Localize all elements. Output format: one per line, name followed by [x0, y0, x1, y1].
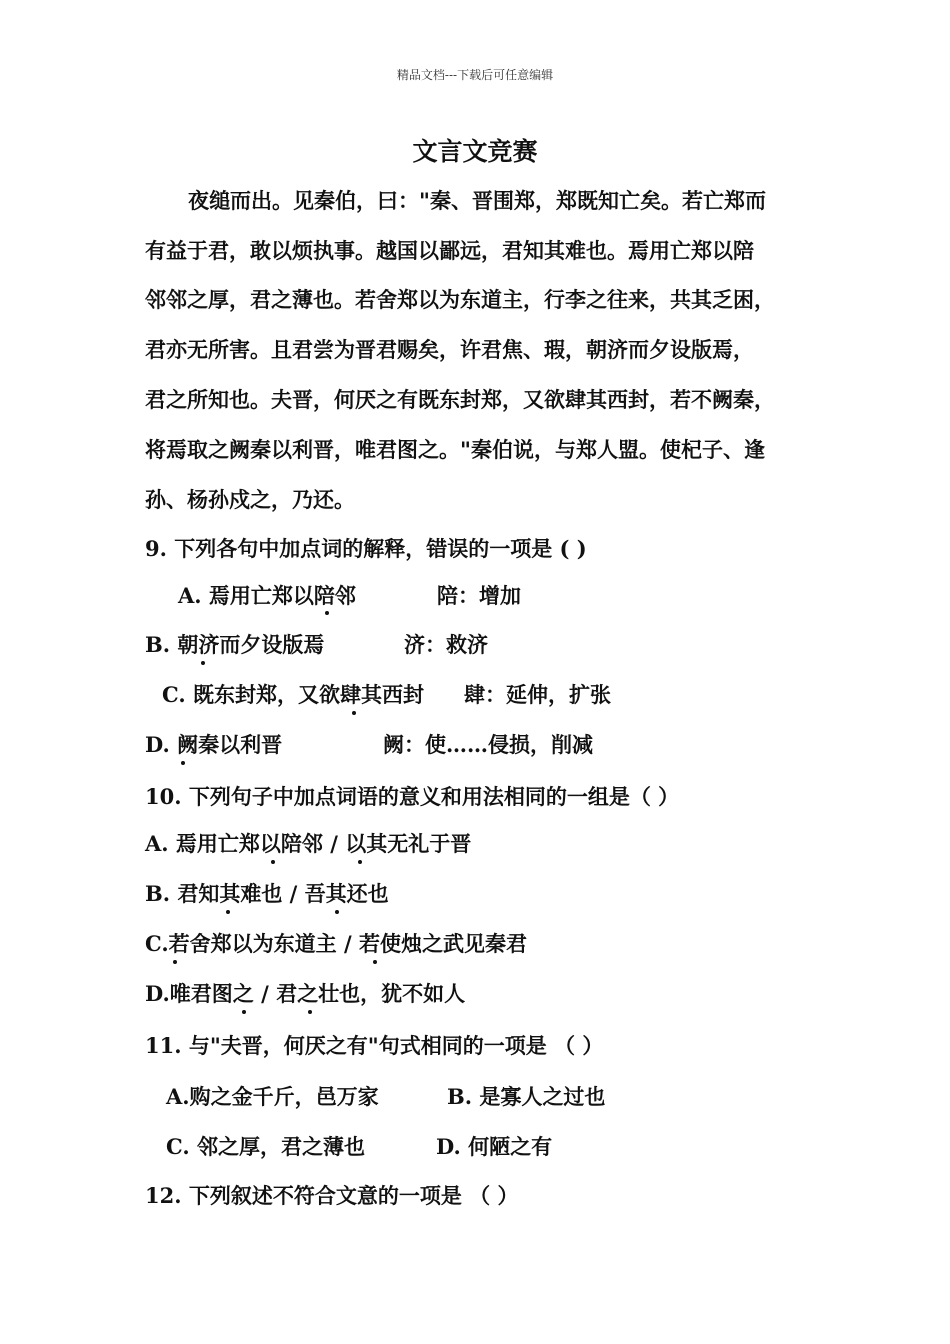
emphasis-dot	[352, 711, 356, 715]
passage-line-6: 将焉取之阙秦以利晋，唯君图之。"秦伯说，与郑人盟。使杞子、逢	[145, 437, 765, 462]
emphasis-dot	[271, 860, 275, 864]
question-11-stem: 11. 与"夫晋，何厌之有"句式相同的一项是 （ ）	[145, 1033, 604, 1058]
q10-option-c: C.若舍郑以为东道主 / 若使烛之武见秦君	[145, 931, 527, 956]
q9-option-c-gloss: 肆：延伸，扩张	[464, 682, 611, 707]
passage-line-5: 君之所知也。夫晋，何厌之有既东封郑，又欲肆其西封，若不阙秦，	[145, 387, 775, 412]
q11-option-d: D. 何陋之有	[436, 1134, 553, 1159]
passage-line-1: 夜缒而出。见秦伯，曰："秦、晋围郑，郑既知亡矣。若亡郑而	[188, 188, 766, 213]
q11-option-b: B. 是寡人之过也	[447, 1084, 606, 1109]
passage-line-7: 孙、杨孙戍之，乃还。	[145, 487, 355, 512]
question-10-stem: 10. 下列句子中加点词语的意义和用法相同的一组是（ ）	[145, 784, 680, 809]
document-title: 文言文竞赛	[412, 137, 538, 166]
emphasis-dot	[358, 860, 362, 864]
passage-line-2: 有益于君，敢以烦执事。越国以鄙远，君知其难也。焉用亡郑以陪	[145, 238, 754, 263]
q9-option-c: C. 既东封郑，又欲肆其西封	[162, 682, 424, 707]
emphasis-dot	[181, 761, 185, 765]
emphasis-dot	[373, 960, 377, 964]
q10-option-d: D.唯君图之 / 君之壮也，犹不如人	[145, 981, 466, 1006]
q9-option-d: D. 阙秦以利晋	[145, 732, 283, 757]
q9-option-b: B. 朝济而夕设版焉	[145, 632, 325, 657]
q9-option-b-gloss: 济：救济	[404, 632, 488, 657]
q9-option-a: A. 焉用亡郑以陪邻	[178, 583, 356, 608]
page-header: 精品文档---下载后可任意编辑	[396, 68, 554, 82]
q9-option-d-gloss: 阙：使……侵损，削减	[383, 732, 593, 757]
emphasis-dot	[335, 910, 339, 914]
emphasis-dot	[242, 1010, 246, 1014]
q11-option-a: A.购之金千斤，邑万家	[166, 1084, 379, 1109]
emphasis-dot	[201, 661, 205, 665]
emphasis-dot	[226, 910, 230, 914]
passage-line-4: 君亦无所害。且君尝为晋君赐矣，许君焦、瑕，朝济而夕设版焉，	[145, 337, 754, 362]
question-9-stem: 9. 下列各句中加点词的解释，错误的一项是 ( )	[145, 536, 587, 561]
question-12-stem: 12. 下列叙述不符合文意的一项是 （ ）	[145, 1183, 519, 1208]
emphasis-dot	[325, 611, 329, 615]
q11-option-c: C. 邻之厚，君之薄也	[166, 1134, 365, 1159]
passage-line-3: 邻邻之厚，君之薄也。若舍郑以为东道主，行李之往来，共其乏困，	[145, 287, 775, 312]
q9-option-a-gloss: 陪：增加	[437, 583, 521, 608]
emphasis-dot	[308, 1010, 312, 1014]
emphasis-dot	[173, 960, 177, 964]
q10-option-b: B. 君知其难也 / 吾其还也	[145, 881, 389, 906]
q10-option-a: A. 焉用亡郑以陪邻 / 以其无礼于晋	[145, 831, 472, 856]
